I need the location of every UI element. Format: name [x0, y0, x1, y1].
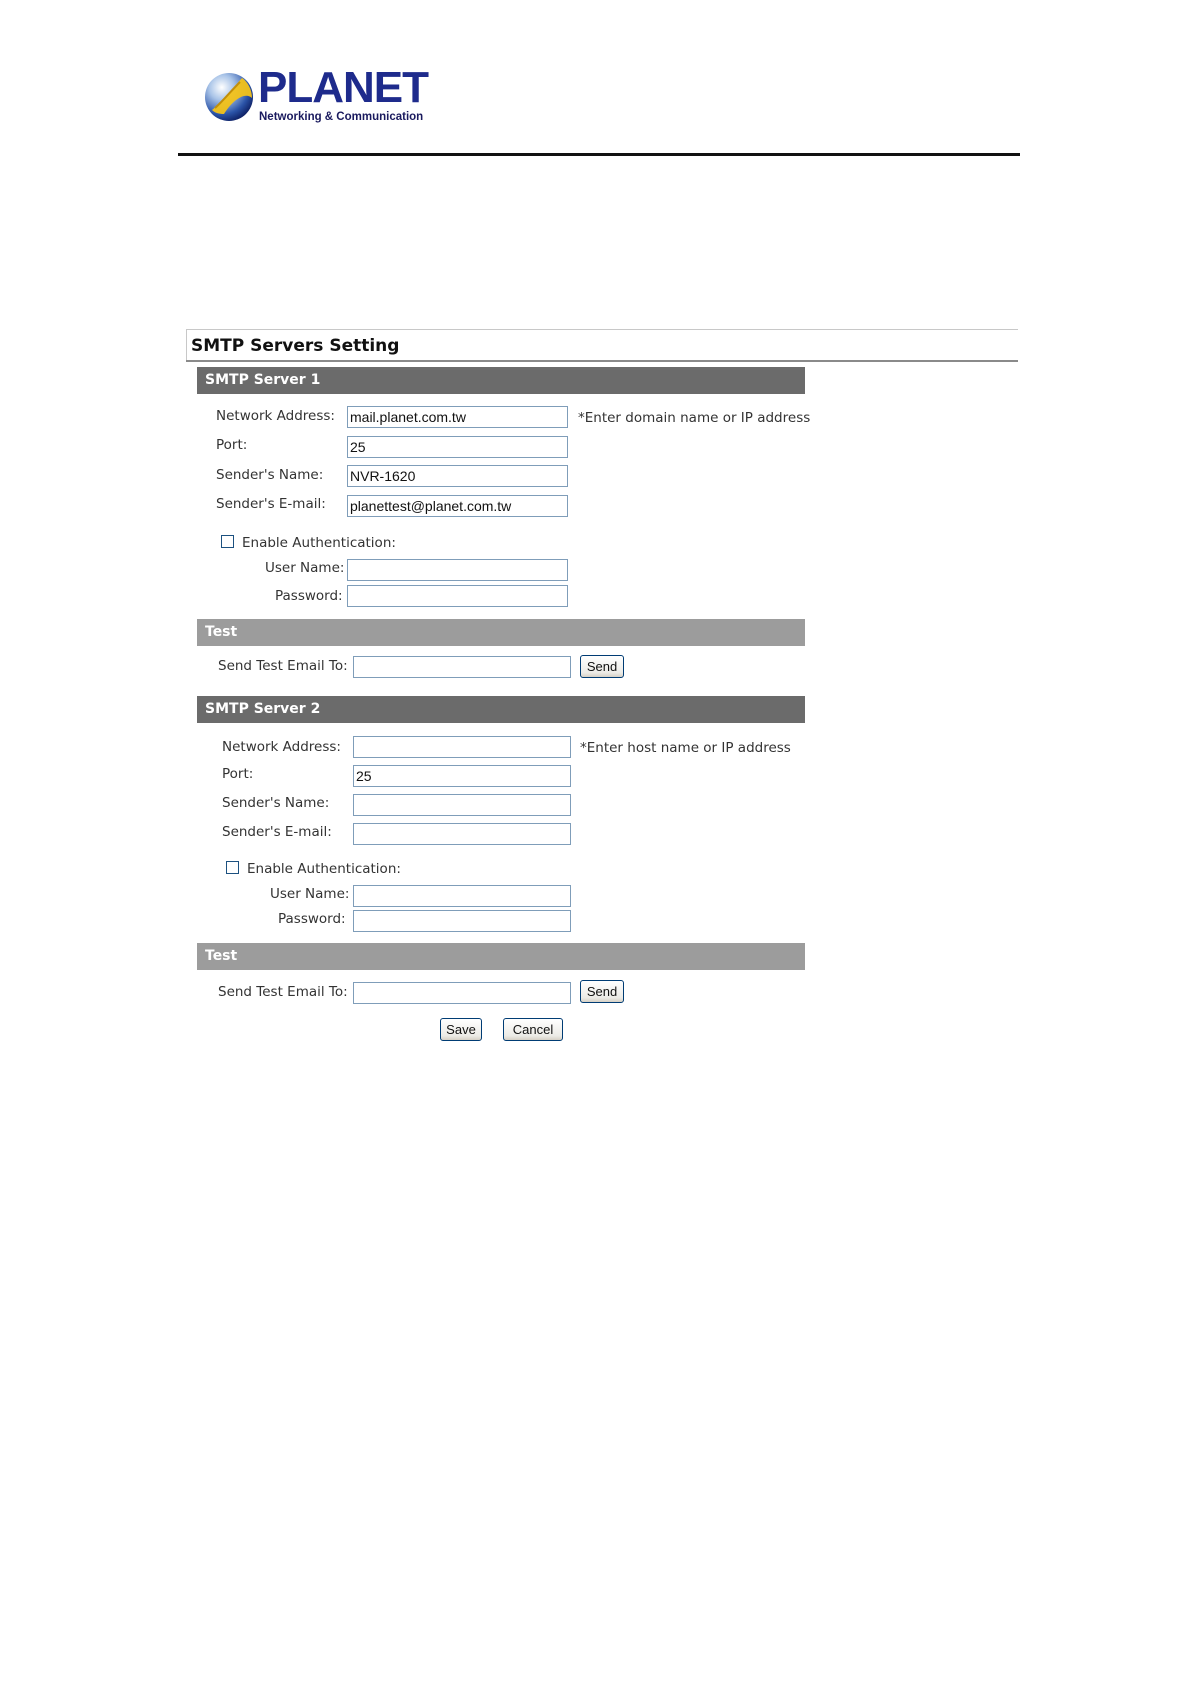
section-header-smtp-server-1: SMTP Server 1	[197, 367, 805, 394]
brand-tagline: Networking & Communication	[259, 111, 424, 123]
test2-send-to-input[interactable]	[353, 982, 571, 1004]
server2-enable-authentication-label: Enable Authentication:	[247, 861, 401, 877]
server2-password-label: Password:	[278, 911, 346, 927]
server1-enable-authentication-checkbox[interactable]	[221, 535, 234, 548]
server1-port-input[interactable]: 25	[347, 436, 568, 458]
server1-network-address-label: Network Address:	[216, 408, 335, 424]
test1-send-button[interactable]: Send	[580, 655, 624, 678]
server1-sender-email-input[interactable]: planettest@planet.com.tw	[347, 495, 568, 517]
server1-password-input[interactable]	[347, 585, 568, 607]
server2-username-input[interactable]	[353, 885, 571, 907]
header-divider	[178, 153, 1020, 156]
server1-sender-email-label: Sender's E-mail:	[216, 496, 326, 512]
server1-username-label: User Name:	[265, 560, 345, 576]
panel-title-divider	[186, 360, 1018, 362]
server2-network-address-hint: *Enter host name or IP address	[580, 740, 791, 756]
server1-sender-name-label: Sender's Name:	[216, 467, 324, 483]
panel-border-left	[186, 329, 187, 361]
planet-globe-logo-icon	[202, 68, 260, 126]
page-title: SMTP Servers Setting	[191, 336, 400, 356]
server2-port-label: Port:	[222, 766, 254, 782]
server2-enable-authentication-checkbox[interactable]	[226, 861, 239, 874]
server1-network-address-input[interactable]: mail.planet.com.tw	[347, 406, 568, 428]
test1-send-to-label: Send Test Email To:	[218, 658, 348, 674]
cancel-button[interactable]: Cancel	[503, 1018, 563, 1041]
save-button[interactable]: Save	[440, 1018, 482, 1041]
server1-port-label: Port:	[216, 437, 248, 453]
test2-send-button[interactable]: Send	[580, 980, 624, 1003]
server1-enable-authentication-label: Enable Authentication:	[242, 535, 396, 551]
brand-name: PLANET	[258, 63, 428, 112]
server2-sender-email-label: Sender's E-mail:	[222, 824, 332, 840]
test1-send-to-input[interactable]	[353, 656, 571, 678]
server2-sender-name-label: Sender's Name:	[222, 795, 330, 811]
server1-sender-name-input[interactable]: NVR-1620	[347, 465, 568, 487]
server2-network-address-input[interactable]	[353, 736, 571, 758]
server1-password-label: Password:	[275, 588, 343, 604]
server2-sender-email-input[interactable]	[353, 823, 571, 845]
panel-border-top	[186, 329, 1018, 330]
server2-port-input[interactable]: 25	[353, 765, 571, 787]
server2-network-address-label: Network Address:	[222, 739, 341, 755]
section-header-test-1: Test	[197, 619, 805, 646]
server1-network-address-hint: *Enter domain name or IP address	[578, 410, 811, 426]
section-header-test-2: Test	[197, 943, 805, 970]
server2-sender-name-input[interactable]	[353, 794, 571, 816]
server2-username-label: User Name:	[270, 886, 350, 902]
section-header-smtp-server-2: SMTP Server 2	[197, 696, 805, 723]
server2-password-input[interactable]	[353, 910, 571, 932]
test2-send-to-label: Send Test Email To:	[218, 984, 348, 1000]
server1-username-input[interactable]	[347, 559, 568, 581]
